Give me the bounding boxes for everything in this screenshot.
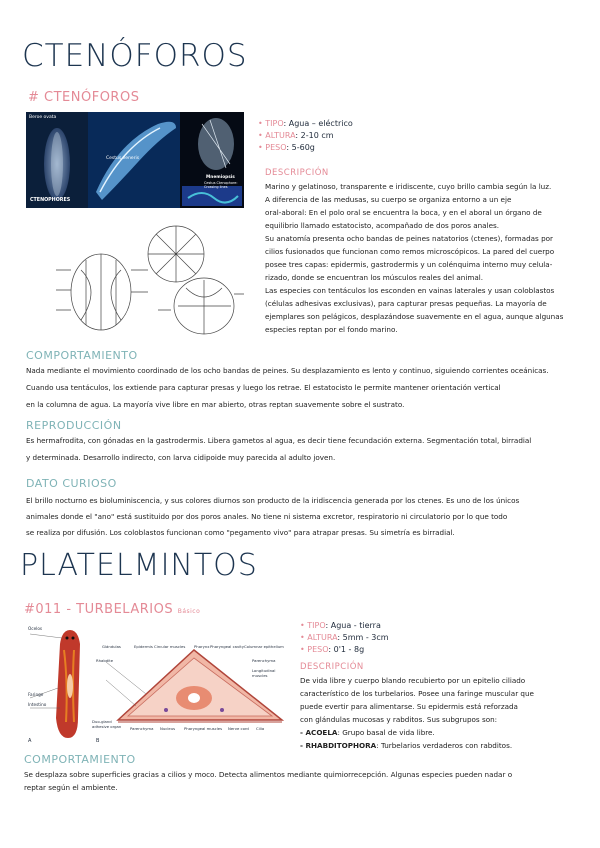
cteno-descripcion-heading: DESCRIPCIÓN — [265, 168, 329, 178]
turbellarian-illustration — [26, 622, 292, 748]
label-duo-gland: Duo-gland adhesive organ — [92, 719, 122, 729]
photo-beroe — [26, 112, 88, 208]
cteno-reproduccion-text: Es hermafrodita, con gónadas en la gastrodermis. Libera gametos al agua, es decir tiene fecundación externa. Segmentación total, birradial y determinada. Desarrollo indirecto, con larva cidipoide muy parecida al adulto joven. — [26, 436, 532, 462]
cteno-dato-heading: DATO CURIOSO — [26, 477, 117, 490]
label-columnar-epithelium: Columnar epithelium — [244, 644, 284, 649]
label-pharyngeal-muscles: Pharyngeal muscles — [184, 726, 223, 731]
photo-mnemiopsis-caption: Cestus Ctenophore: Crossing lines — [204, 181, 238, 189]
label-pharynx: Pharynx — [194, 644, 210, 649]
label-glandulas: Glándulas — [102, 644, 121, 649]
label-pharyngeal-cavity: Pharyngeal cavity — [210, 644, 245, 649]
label-ocelos: Ocelos — [28, 626, 43, 631]
label-nerve-cord: Nerve cord — [228, 726, 249, 731]
photo-mnemiopsis-label: Mnemiopsis — [206, 175, 235, 180]
plat-stat-peso: • PESO: 0'1 - 8g — [300, 645, 365, 654]
label-parenchyma-right: Parenchyma — [252, 658, 276, 663]
label-faringe: Faringe — [28, 692, 44, 697]
cteno-stat-tipo: • TIPO: Agua – eléctrico — [258, 119, 353, 128]
photo-mnemiopsis — [180, 112, 244, 208]
plat-stats — [300, 620, 389, 656]
page-title-ctenoforos: CTENÓFOROS — [22, 38, 248, 74]
plat-stat-tipo: • TIPO: Agua - tierra — [300, 621, 381, 630]
plat-stat-altura: • ALTURA: 5mm - 3cm — [300, 633, 389, 642]
plat-descripcion-text: De vida libre y cuerpo blando recubierto por un epitelio ciliado característico de los turbelarios. Posee una faringe muscular que puede evertir para alimentarse. Su epidermis está reforzada con glándulas mucosas y rabditos. Sus subgrupos son: - ACOELA: Grupo basal de vida libre. - RHABDITOPHORA: Turbelarios verdaderos con rabditos. — [300, 674, 596, 752]
label-letter-a: A — [28, 738, 32, 744]
label-nucleus: Nucleus — [160, 726, 176, 731]
label-longitudinal-muscles: Longitudinal muscles — [252, 668, 276, 678]
plat-comportamiento-heading: COMPORTAMIENTO — [24, 753, 136, 766]
label-letter-b: B — [96, 738, 100, 744]
cteno-reproduccion-heading: REPRODUCCIÓN — [26, 419, 122, 432]
cteno-stat-peso: • PESO: 5-60g — [258, 143, 315, 152]
ctenophore-anatomy-diagram — [26, 210, 248, 342]
section-tag-ctenoforos: # CTENÓFOROS — [28, 90, 140, 105]
label-epidermis: Epidermis — [134, 644, 153, 649]
photo-cestus — [88, 112, 180, 208]
label-parenchyma-bottom: Parenchyma — [130, 726, 154, 731]
section-tag-turbelarios: #011 - TURBELARIOS Básico — [24, 602, 201, 617]
label-cilia: Cilia — [256, 726, 265, 731]
subgroup-acoela: - ACOELA: Grupo basal de vida libre. — [300, 728, 435, 737]
page-title-platelmintos: PLATELMINTOS — [20, 548, 258, 583]
photo-beroe-label: Beroe ovata — [29, 115, 57, 120]
subgroup-rhabditophora: - RHABDITOPHORA: Turbelarios verdaderos con rabditos. — [300, 741, 513, 750]
anatomy-line-drawing — [26, 210, 248, 342]
plat-comportamiento-text: Se desplaza sobre superficies gracias a cilios y moco. Detecta alimentos mediante quimiorrecepción. Algunas especies pueden nadar o reptar según el ambiente. — [24, 770, 513, 792]
cteno-descripcion-text: Marino y gelatinoso, transparente e iridiscente, cuyo brillo cambia según la luz. A diferencia de las medusas, su cuerpo se organiza entorno a un eje oral-aboral: En el polo oral se encuentra la boca, y en el aboral un órgano de equilibrio llamado estatocisto, acompañado de dos poros anales. Su anatomía presenta ocho bandas de peines natatorios (ctenes), formadas por cilios fusionados que funcionan como remos microscópicos. La pared del cuerpo posee tres capas: epidermis, gastrodermis y un colénquima interno muy celula- rizado, donde se encuentran los músculos reales del animal. Las especies con tentáculos los esconden en vainas laterales y usan coloblastos (células adhesivas exclusivas), para capturar presas pequeñas. La mayoría de ejemplares son pelágicos, desplazándose suavemente en el agua, aunque algunas especies reptan por el fondo marino. — [265, 182, 564, 334]
cteno-stat-altura: • ALTURA: 2-10 cm — [258, 131, 334, 140]
label-circular-muscles: Circular muscles — [154, 644, 186, 649]
label-intestino: Intestino — [28, 702, 47, 707]
label-rhabdite: Rhabdite — [96, 658, 114, 663]
plat-descripcion-heading: DESCRIPCIÓN — [300, 662, 364, 672]
cteno-comportamiento-heading: COMPORTAMIENTO — [26, 349, 138, 362]
cteno-dato-text: El brillo nocturno es bioluminiscencia, y sus colores diurnos son producto de la iridiscencia generada por los ctenes. Es uno de los únicos animales donde el "ano" está sustituido por dos poros anales. No tiene ni sistema excretor, respiratorio ni circulatorio por lo que todo se realiza por difusión. Los coloblastos funcionan como "pegamento vivo" para atrapar presas. Su simetría es birradial. — [26, 496, 520, 537]
mnemiopsis-illustration — [180, 112, 244, 208]
turbellarian-diagram — [26, 622, 292, 748]
cteno-comportamiento-text: Nada mediante el movimiento coordinado de los ocho bandas de peines. Su desplazamiento es lento y continuo, siguiendo corrientes oceánicas. Cuando usa tentáculos, los extiende para capturar presas y luego los retrae. El estatocisto le permite mantener orientación vertical en la columna de agua. La mayoría vive libre en mar abierto, otras reptan suavemente sobre el sustrato. — [26, 366, 549, 409]
photo-cestus-label: Cestus veneris — [106, 156, 140, 161]
photo-beroe-caption: CTENOPHORES — [30, 198, 71, 203]
cteno-stats — [258, 118, 353, 154]
beroe-illustration — [26, 112, 88, 208]
